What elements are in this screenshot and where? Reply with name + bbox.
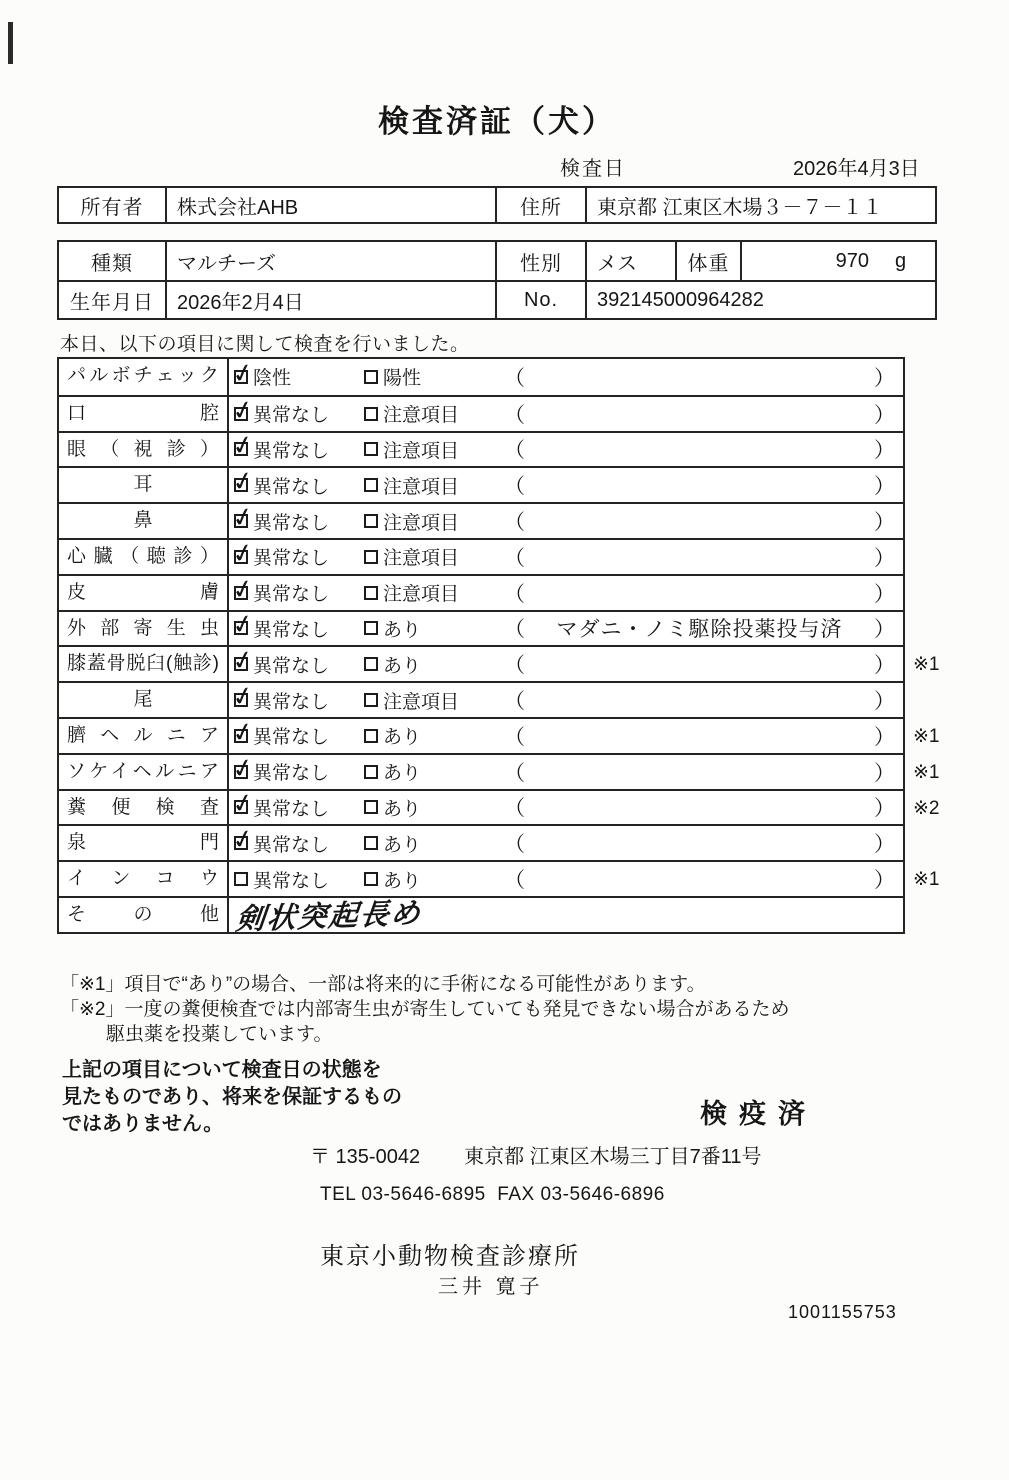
paren-close-icon: ）: [874, 582, 895, 606]
paren-open-icon: （: [504, 761, 525, 785]
postal-code: 〒 135-0042: [310, 1146, 421, 1168]
option-1-label: 異常なし: [253, 655, 330, 677]
paren-close-icon: ）: [874, 618, 895, 642]
id-number-value: 392145000964282: [597, 288, 764, 311]
inspection-row-content: [229, 504, 903, 538]
option-2-label: あり: [383, 798, 422, 820]
inspection-row: [59, 610, 903, 646]
option-1-choice: [234, 794, 364, 821]
result-parentheses: [504, 828, 903, 858]
paren-close-icon: ）: [874, 475, 895, 499]
inspection-item-label: パルボチェック: [59, 359, 229, 395]
checkbox-checked-icon: [234, 621, 248, 635]
paren-open-icon: （: [504, 725, 525, 749]
checkbox-checked-icon: [234, 407, 248, 421]
option-1-choice: [234, 472, 364, 499]
checkbox-icon: [364, 550, 378, 564]
option-2-choice: [364, 543, 504, 570]
inspection-row-content: [229, 862, 903, 896]
inspection-row-content: [229, 576, 903, 610]
inspection-date-value: 2026年4月3日: [793, 158, 920, 180]
option-1-choice: [234, 436, 364, 463]
checkbox-icon: [364, 693, 378, 707]
option-2-choice: [364, 472, 504, 499]
result-parentheses: [504, 434, 903, 464]
quarantine-passed-stamp: 検疫済: [700, 1099, 817, 1129]
inspection-row: [59, 824, 903, 860]
option-2-label: 注意項目: [383, 584, 460, 606]
checkbox-icon: [234, 872, 248, 886]
result-text: マダニ・ノミ駆除投薬投与済: [556, 618, 843, 642]
inspection-row-content: [229, 433, 903, 467]
inspection-item-label: 糞便検査: [59, 791, 229, 825]
result-parentheses: [504, 362, 903, 392]
paren-open-icon: （: [504, 366, 525, 390]
checkbox-icon: [364, 729, 378, 743]
option-1-choice: [234, 543, 364, 570]
inspection-item-label: 心臓（聴診）: [59, 540, 229, 574]
result-parentheses: [504, 792, 903, 822]
option-1-choice: [234, 400, 364, 427]
checkbox-checked-icon: [234, 657, 248, 671]
reference-marker: ※1: [913, 869, 940, 891]
option-1-label: 異常なし: [253, 834, 330, 856]
owner-label: 所有者: [59, 188, 167, 222]
option-2-label: 注意項目: [383, 476, 460, 498]
owner-row: [59, 188, 935, 222]
option-1-choice: [234, 687, 364, 714]
option-1-choice: [234, 651, 364, 678]
result-parentheses: [504, 542, 903, 572]
option-1-label: 異常なし: [253, 727, 330, 749]
checkbox-checked-icon: [234, 836, 248, 850]
option-1-choice: [234, 363, 364, 390]
inspection-row: [59, 896, 903, 937]
option-1-choice: [234, 830, 364, 857]
address-label: 住所: [497, 188, 587, 222]
checkbox-icon: [364, 478, 378, 492]
option-2-choice: [364, 722, 504, 749]
option-2-label: あり: [383, 870, 422, 892]
inspection-row: [59, 466, 903, 502]
option-2-choice: [364, 866, 504, 893]
inspection-row: [59, 717, 940, 753]
paren-open-icon: （: [504, 618, 525, 642]
paren-open-icon: （: [504, 439, 525, 463]
checkbox-icon: [364, 872, 378, 886]
checkbox-checked-icon: [234, 693, 248, 707]
inspection-row: [59, 860, 940, 896]
option-2-label: あり: [383, 763, 422, 785]
checkbox-checked-icon: [234, 478, 248, 492]
inspection-item-label: 膝蓋骨脱臼(触診): [59, 647, 229, 681]
birthdate-label: 生年月日: [59, 282, 167, 318]
inspection-row-content: [229, 683, 903, 717]
option-2-choice: [364, 579, 504, 606]
result-parentheses: [504, 506, 903, 536]
document-serial-number: 1001155753: [788, 1302, 897, 1322]
option-2-choice: [364, 363, 504, 390]
option-1-label: 異常なし: [253, 763, 330, 785]
option-2-choice: [364, 615, 504, 642]
option-1-label: 異常なし: [253, 476, 330, 498]
birthdate-value: 2026年2月4日: [167, 282, 497, 318]
option-1-choice: [234, 615, 364, 642]
paren-open-icon: （: [504, 546, 525, 570]
checkbox-checked-icon: [234, 586, 248, 600]
paren-open-icon: （: [504, 582, 525, 606]
inspection-row-content: [229, 826, 903, 860]
result-parentheses: [504, 578, 903, 608]
option-1-choice: [234, 508, 364, 535]
reference-marker: ※1: [913, 725, 940, 747]
option-1-label: 異常なし: [253, 584, 330, 606]
disclaimer-line-1: 上記の項目について検査日の状態を: [62, 1059, 382, 1081]
sex-value: メス: [587, 242, 677, 280]
breed-value: マルチーズ: [167, 242, 497, 280]
inspection-date-label: 検査日: [560, 158, 626, 180]
inspection-item-label: 耳: [59, 468, 229, 502]
option-2-label: あり: [383, 834, 422, 856]
paren-close-icon: ）: [874, 869, 895, 893]
inspection-row: [59, 395, 903, 431]
inspection-item-label: 泉門: [59, 826, 229, 860]
result-parentheses: [504, 757, 903, 787]
pet-table: [57, 240, 937, 320]
footnote-2-line-2: 駆虫薬を投薬しています。: [106, 1024, 333, 1045]
inspection-row-content: [229, 359, 903, 395]
weight-label: 体重: [677, 242, 742, 280]
inspection-item-label: 眼（視診）: [59, 433, 229, 467]
veterinarian-name: 三井 寛子: [438, 1276, 544, 1298]
inspection-row: [59, 538, 903, 574]
option-2-label: 注意項目: [383, 405, 460, 427]
paren-close-icon: ）: [874, 725, 895, 749]
address-value: 東京都 江東区木場３－７－１１: [597, 196, 883, 219]
option-1-choice: [234, 866, 364, 893]
clinic-address-row: [310, 1140, 762, 1169]
paren-open-icon: （: [504, 403, 525, 427]
id-number-label: No.: [497, 282, 587, 318]
checkbox-icon: [364, 514, 378, 528]
option-2-label: 注意項目: [383, 548, 460, 570]
result-parentheses: [504, 399, 903, 429]
paren-close-icon: ）: [874, 439, 895, 463]
result-parentheses: [504, 613, 903, 643]
sex-label: 性別: [497, 242, 587, 280]
paren-open-icon: （: [504, 690, 525, 714]
clinic-name: 東京小動物検査診療所: [320, 1243, 580, 1270]
checkbox-icon: [364, 442, 378, 456]
paren-open-icon: （: [504, 654, 525, 678]
inspection-row: [59, 753, 940, 789]
inspection-row-content: [229, 755, 903, 789]
paren-close-icon: ）: [874, 833, 895, 857]
checkbox-checked-icon: [234, 729, 248, 743]
inspection-row: [59, 431, 903, 467]
checkbox-icon: [364, 407, 378, 421]
option-1-label: 異常なし: [253, 691, 330, 713]
clinic-address: 東京都 江東区木場三丁目7番11号: [464, 1146, 762, 1168]
paren-open-icon: （: [504, 797, 525, 821]
option-1-label: 異常なし: [253, 619, 330, 641]
page-title: 検査済証（犬）: [378, 104, 616, 139]
option-2-choice: [364, 830, 504, 857]
inspection-row: [59, 359, 903, 395]
inspection-item-label: 外部寄生虫: [59, 612, 229, 646]
disclaimer: [62, 1057, 402, 1138]
option-2-label: 注意項目: [383, 512, 460, 534]
owner-table: [57, 186, 937, 224]
checkbox-icon: [364, 586, 378, 600]
inspection-row-content: [229, 540, 903, 574]
paren-close-icon: ）: [874, 403, 895, 427]
footnote-1: 「※1」項目で“あり”の場合、一部は将来的に手術になる可能性があります。: [60, 974, 706, 995]
inspection-item-label: その他: [59, 898, 229, 932]
option-1-choice: [234, 722, 364, 749]
option-2-choice: [364, 400, 504, 427]
weight-unit: g: [895, 249, 907, 272]
intro-sentence: 本日、以下の項目に関して検査を行いました。: [60, 334, 470, 355]
reference-marker: ※1: [913, 761, 940, 783]
paren-close-icon: ）: [874, 366, 895, 390]
option-1-label: 異常なし: [253, 440, 330, 462]
paren-open-icon: （: [504, 511, 525, 535]
inspection-item-label: インコウ: [59, 862, 229, 896]
option-2-label: あり: [383, 727, 422, 749]
inspection-item-label: ソケイヘルニア: [59, 755, 229, 789]
inspection-item-label: 皮膚: [59, 576, 229, 610]
inspection-row: [59, 502, 903, 538]
paren-open-icon: （: [504, 833, 525, 857]
option-1-label: 異常なし: [253, 798, 330, 820]
reference-marker: ※1: [913, 654, 940, 676]
checkbox-icon: [364, 765, 378, 779]
option-2-choice: [364, 436, 504, 463]
option-1-choice: [234, 579, 364, 606]
paren-close-icon: ）: [874, 690, 895, 714]
option-2-label: あり: [383, 655, 422, 677]
inspection-row: [59, 789, 940, 825]
inspection-item-label: 尾: [59, 683, 229, 717]
handwritten-note: 剣状突起長め: [234, 898, 424, 937]
paren-close-icon: ）: [874, 546, 895, 570]
result-parentheses: [504, 685, 903, 715]
pet-row-1: [59, 242, 935, 280]
clinic-phone: TEL 03-5646-6895 FAX 03-5646-6896: [320, 1184, 665, 1205]
footnote-2-line-1: 「※2」一度の糞便検査では内部寄生虫が寄生していても発見できない場合があるため: [60, 999, 790, 1020]
inspection-row-content: [229, 898, 903, 937]
weight-value: 970: [835, 249, 869, 272]
option-2-choice: [364, 794, 504, 821]
weight-value-cell: [742, 242, 935, 280]
inspection-item-label: 口腔: [59, 397, 229, 431]
option-2-label: 注意項目: [383, 440, 460, 462]
option-2-choice: [364, 651, 504, 678]
checkbox-checked-icon: [234, 442, 248, 456]
inspection-row-content: [229, 468, 903, 502]
paren-close-icon: ）: [874, 511, 895, 535]
paren-close-icon: ）: [874, 797, 895, 821]
option-1-label: 陰性: [253, 368, 292, 390]
reference-marker: ※2: [913, 797, 940, 819]
option-2-label: あり: [383, 619, 422, 641]
inspection-row-content: [229, 612, 903, 646]
option-1-label: 異常なし: [253, 405, 330, 427]
inspection-row-content: [229, 397, 903, 431]
paren-open-icon: （: [504, 869, 525, 893]
result-parentheses: [504, 649, 903, 679]
option-1-label: 異常なし: [253, 870, 330, 892]
checkbox-icon: [364, 370, 378, 384]
pet-row-2: [59, 280, 935, 318]
inspection-row-content: [229, 791, 903, 825]
result-parentheses: [504, 721, 903, 751]
result-parentheses: [504, 864, 903, 894]
inspection-table: [57, 357, 940, 937]
checkbox-checked-icon: [234, 370, 248, 384]
checkbox-icon: [364, 800, 378, 814]
checkbox-icon: [364, 657, 378, 671]
result-parentheses: [504, 470, 903, 500]
inspection-row: [59, 645, 940, 681]
inspection-item-label: 臍ヘルニア: [59, 719, 229, 753]
option-2-choice: [364, 508, 504, 535]
option-2-choice: [364, 758, 504, 785]
inspection-item-label: 鼻: [59, 504, 229, 538]
owner-value: 株式会社AHB: [167, 188, 497, 222]
option-2-choice: [364, 687, 504, 714]
checkbox-checked-icon: [234, 765, 248, 779]
scan-artifact: [8, 22, 13, 64]
disclaimer-line-3: ではありません。: [62, 1113, 224, 1135]
inspection-row: [59, 574, 903, 610]
option-2-label: 注意項目: [383, 691, 460, 713]
checkbox-checked-icon: [234, 550, 248, 564]
checkbox-checked-icon: [234, 514, 248, 528]
option-1-choice: [234, 758, 364, 785]
paren-close-icon: ）: [874, 654, 895, 678]
inspection-row: [59, 681, 903, 717]
option-2-label: 陽性: [383, 368, 422, 390]
checkbox-icon: [364, 621, 378, 635]
footnotes: [60, 972, 960, 1047]
option-1-label: 異常なし: [253, 548, 330, 570]
breed-label: 種類: [59, 242, 167, 280]
inspection-row-content: [229, 647, 903, 681]
disclaimer-line-2: 見たものであり、将来を保証するもの: [62, 1086, 402, 1108]
paren-close-icon: ）: [874, 761, 895, 785]
paren-open-icon: （: [504, 475, 525, 499]
checkbox-checked-icon: [234, 800, 248, 814]
option-1-label: 異常なし: [253, 512, 330, 534]
checkbox-icon: [364, 836, 378, 850]
inspection-row-content: [229, 719, 903, 753]
